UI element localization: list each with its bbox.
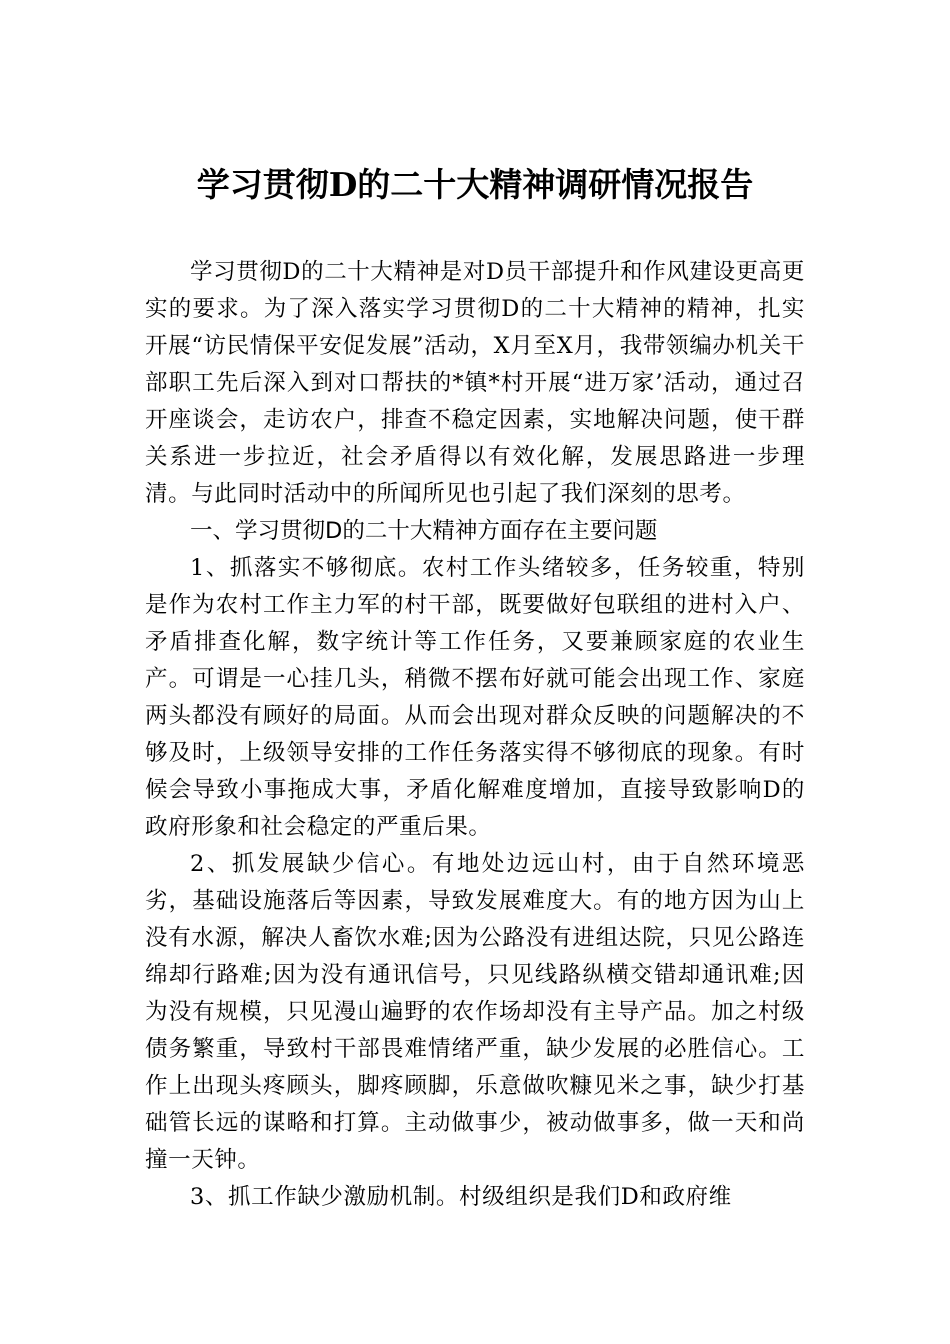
paragraph-item-1: 1、抓落实不够彻底。农村工作头绪较多，任务较重，特别是作为农村工作主力军的村干部，既要做好包联组的进村入户、矛盾排查化解，数字统计等工作任务，又要兼顾家庭的农业生产。可谓是一心挂几头，稍微不摆布好就可能会出现工作、家庭两头都没有顾好的局面。从而会出现对群众反映的问题解决的不够及时，上级领导安排的工作任务落实得不够彻底的现象。有时候会导致小事拖成大事，矛盾化解难度增加，直接导致影响D的政府形象和社会稳定的严重后果。: [145, 555, 805, 840]
section-heading-1: 一、学习贯彻D的二十大精神方面存在主要问题: [190, 518, 658, 544]
document-title: 学习贯彻D的二十大精神调研情况报告: [196, 165, 754, 204]
paragraph-item-2: 2、抓发展缺少信心。有地处边远山村，由于自然环境恶劣，基础设施落后等因素，导致发展难度大。有的地方因为山上没有水源，解决人畜饮水难;因为公路没有进组达院，只见公路连绵却行路难;因为没有通讯信号，只见线路纵横交错却通讯难;因为没有规模，只见漫山遍野的农作场却没有主导产品。加之村级债务繁重，导致村干部畏难情绪严重，缺少发展的必胜信心。工作上出现头疼顾头，脚疼顾脚，乐意做吹糠见米之事，缺少打基础管长远的谋略和打算。主动做事少，被动做事多，做一天和尚撞一天钟。: [145, 851, 805, 1173]
paragraph-item-3: 3、抓工作缺少激励机制。村级组织是我们D和政府维: [190, 1184, 732, 1210]
paragraph-intro: 学习贯彻D的二十大精神是对D员干部提升和作风建设更高更实的要求。为了深入落实学习贯彻D的二十大精神的精神，扎实开展“访民情保平安促发展”活动，X月至X月，我带领编办机关干部职工先后深入到对口帮扶的*镇*村开展“进万家’活动，通过召开座谈会，走访农户，排查不稳定因素，实地解决问题，使干群关系进一步拉近，社会矛盾得以有效化解，发展思路进一步理清。与此同时活动中的所闻所见也引起了我们深刻的思考。: [145, 259, 805, 507]
document-body: [145, 254, 805, 1216]
